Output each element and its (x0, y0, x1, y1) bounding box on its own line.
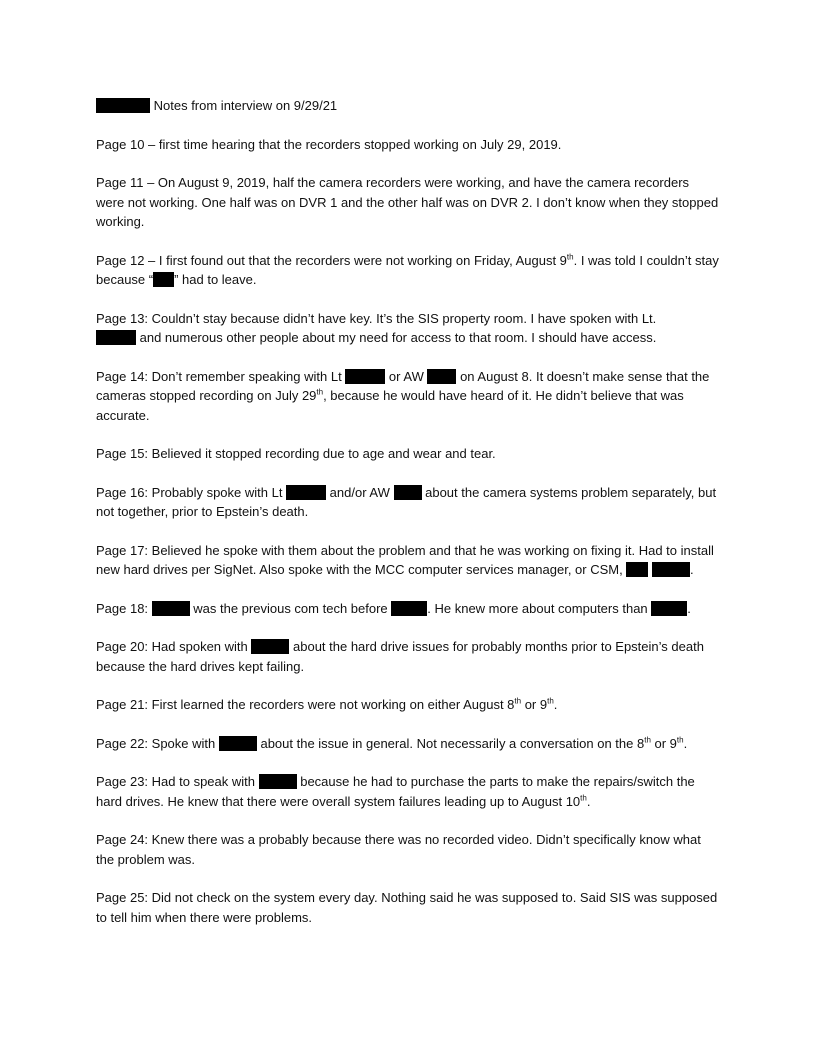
note-page-12: Page 12 – I first found out that the recorders were not working on Friday, August 9th. I was told I couldn’t stay because “ ” had to leave. (96, 252, 719, 287)
redaction-box (427, 369, 456, 384)
redaction-box (391, 601, 427, 616)
note-page-23: Page 23: Had to speak with because he had to purchase the parts to make the repairs/switch the hard drives. He knew that there were overall system failures leading up to August 10th. (96, 774, 695, 809)
note-page-10: Page 10 – first time hearing that the recorders stopped working on July 29, 2019. (96, 136, 562, 152)
redaction-box (394, 485, 422, 500)
note-page-16: Page 16: Probably spoke with Lt and/or AW about the camera systems problem separately, but not together, prior to Epstein’s death. (96, 484, 717, 519)
redaction-box (651, 601, 687, 616)
redaction-box (96, 330, 136, 345)
redaction-box (96, 98, 150, 113)
redaction-box (345, 369, 385, 384)
note-page-24: Page 24: Knew there was a probably because there was no recorded video. Didn’t specifically know what the problem was. (96, 832, 701, 867)
note-page-11: Page 11 – On August 9, 2019, half the camera recorders were working, and have the camera recorders were not working. One half was on DVR 1 and the other half was on DVR 2. I don’t know when they stopped working. (96, 175, 719, 229)
note-page-18: Page 18: was the previous com tech before . He knew more about computers than . (96, 600, 691, 616)
redaction-box (152, 601, 190, 616)
redaction-box (153, 272, 174, 287)
redaction-box (219, 736, 257, 751)
note-page-14: Page 14: Don’t remember speaking with Lt or AW on August 8. It doesn’t make sense that the cameras stopped recording on July 29th, because he would have heard of it. He didn’t believe that was accurate. (96, 368, 710, 423)
note-page-13: Page 13: Couldn’t stay because didn’t have key. It’s the SIS property room. I have spoken with Lt. and numerous other people about my need for access to that room. I should have access. (96, 310, 657, 345)
note-page-20: Page 20: Had spoken with about the hard drive issues for probably months prior to Epstein’s death because the hard drives kept failing. (96, 639, 704, 674)
redaction-box (251, 639, 289, 654)
redaction-box (286, 485, 326, 500)
note-page-25: Page 25: Did not check on the system every day. Nothing said he was supposed to. Said SIS was supposed to tell him when there were problems. (96, 890, 718, 925)
redaction-box (626, 562, 648, 577)
note-page-17: Page 17: Believed he spoke with them about the problem and that he was working on fixing it. Had to install new hard drives per SigNet. Also spoke with the MCC computer services manager, or CSM, . (96, 542, 714, 577)
redaction-box (259, 774, 297, 789)
document-body (96, 96, 720, 946)
note-page-22: Page 22: Spoke with about the issue in general. Not necessarily a conversation on the 8th or 9th. (96, 735, 688, 751)
document-title: Notes from interview on 9/29/21 (96, 96, 720, 116)
redaction-box (652, 562, 690, 577)
note-page-15: Page 15: Believed it stopped recording due to age and wear and tear. (96, 446, 496, 461)
note-page-21: Page 21: First learned the recorders were not working on either August 8th or 9th. (96, 696, 558, 712)
